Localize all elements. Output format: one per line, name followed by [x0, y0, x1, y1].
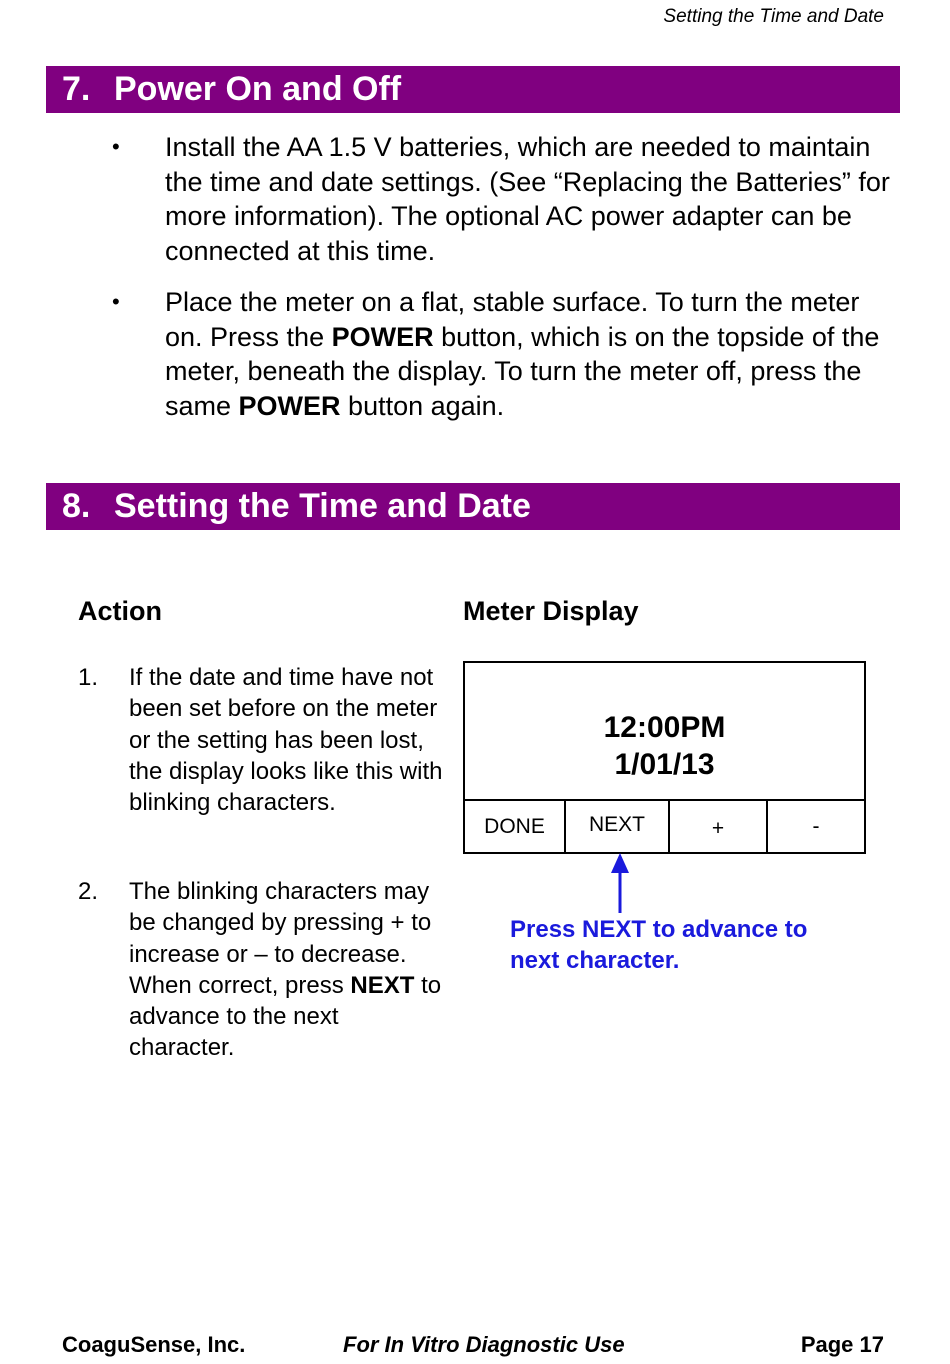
power-keyword: POWER [238, 390, 341, 421]
section-title: Power On and Off [114, 70, 402, 108]
minus-key: - [812, 814, 820, 838]
step-number: 2. [78, 878, 99, 905]
done-key: DONE [465, 801, 566, 852]
section-number: 8. [62, 487, 91, 525]
power-keyword: POWER [331, 321, 434, 352]
step-item [78, 662, 448, 818]
action-column-heading: Action [78, 596, 162, 626]
bullet-text: Place the meter on a flat, stable surface. To turn the meter on. Press the [165, 287, 860, 352]
bullet-item [110, 285, 890, 423]
next-key: NEXT [566, 801, 670, 852]
plus-key: + [670, 801, 768, 852]
bullet-icon: • [112, 289, 120, 314]
footer-usage: For In Vitro Diagnostic Use [343, 1332, 625, 1357]
bullet-icon: • [112, 134, 120, 159]
step-list [78, 876, 448, 1064]
step-item [78, 876, 448, 1064]
bullet-text: Install the AA 1.5 V batteries, which are needed to maintain the time and date settings. (See “Replacing the Batteries” for more information). The optional AC power adapter can be connected at this time. [165, 132, 890, 266]
step-text: The blinking characters may be changed by pressing + to increase or – to decrease. When correct, press [129, 878, 432, 999]
footer-company: CoaguSense, Inc. [62, 1332, 246, 1357]
display-column-heading: Meter Display [463, 596, 639, 626]
step-list [78, 662, 448, 818]
meter-key-row [465, 799, 864, 852]
bullet-text: button again. [340, 390, 505, 421]
section-number: 7. [62, 70, 91, 108]
bullet-text: button, which is on the topside of the meter, beneath the display. To turn the meter off, press the same [165, 321, 880, 421]
up-arrow-icon [608, 853, 632, 915]
meter-time: 12:00PM [603, 711, 726, 744]
meter-display-illustration [463, 661, 866, 854]
step-number: 1. [78, 664, 99, 691]
running-header: Setting the Time and Date [663, 6, 884, 27]
next-callout: Press NEXT to advance to next character. [510, 916, 808, 974]
section-heading-time-date [46, 483, 900, 530]
meter-screen [465, 663, 864, 805]
step-text: to advance to the next character. [129, 971, 442, 1062]
power-instructions-list [110, 130, 890, 440]
bullet-item [110, 130, 890, 268]
meter-date: 1/01/13 [614, 748, 715, 781]
section-heading-power [46, 66, 900, 113]
footer-page-number: Page 17 [800, 1332, 884, 1357]
next-keyword: NEXT [350, 971, 415, 999]
section-title: Setting the Time and Date [114, 487, 531, 525]
step-text: If the date and time have not been set before on the meter or the setting has been lost, the display looks like this with blinking characters. [129, 664, 443, 817]
